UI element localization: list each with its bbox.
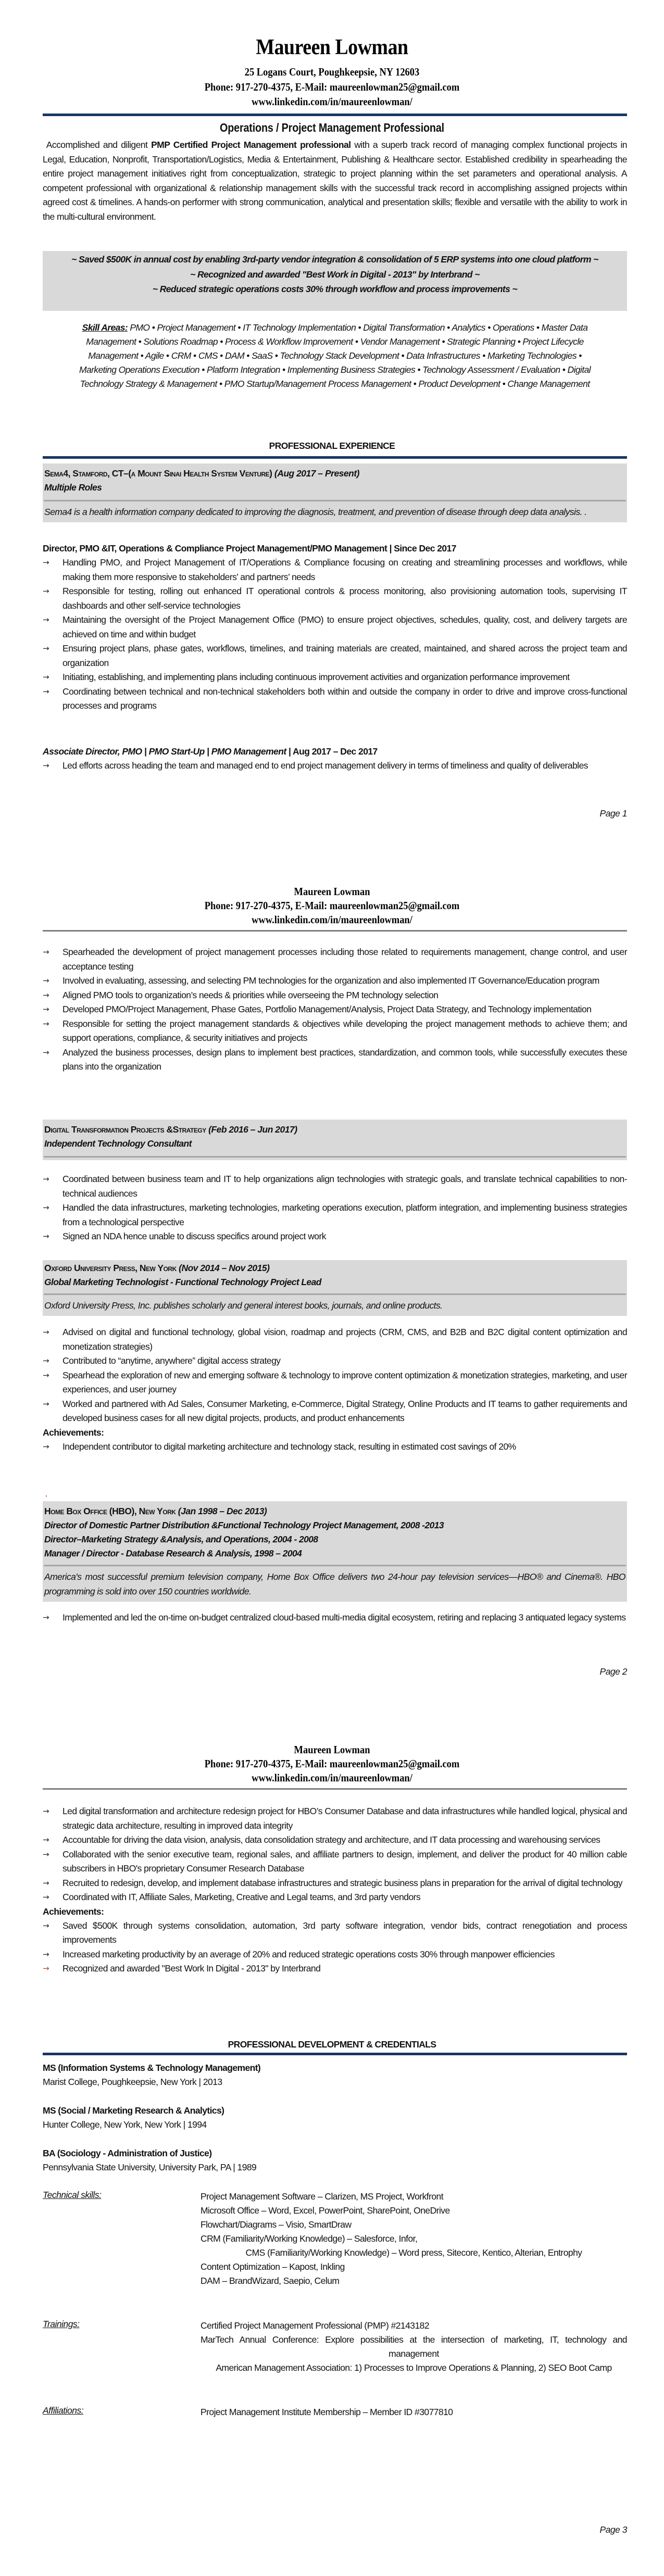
school: Marist College, Poughkeepsie, New York | 2013 [43, 2077, 222, 2087]
position-associate-director-cont [43, 945, 627, 1074]
value-line: CMS (Familiarity/Working Knowledge) – Word press, Sitecore, Kentico, Alterian, Entrophy [245, 2247, 582, 2258]
arrow-right-icon: → [43, 1356, 49, 1365]
hbo-bullets-cont [43, 1804, 627, 1976]
bullet-list [43, 1325, 627, 1426]
bullet-text: Collaborated with the senior executive team, regional sales, and affiliate partners to design, implement, and deliver the product for 40 million cable subscribers in HBO's proprietary Consumer Research Database [62, 1849, 627, 1874]
bullet-list [43, 1172, 627, 1244]
job-dates: | Aug 2017 – Dec 2017 [286, 746, 378, 757]
job-title [43, 745, 627, 759]
company-description: America's most successful premium television company, Home Box Office delivers two 24-hour pay television services—HBO® and Cinema®. HBO programming is sold into over 150 countries worldwide. [44, 1572, 625, 1597]
bullet-text: Coordinated with IT, Affiliate Sales, Marketing, Creative and Legal teams, and 3rd party vendors [62, 1892, 421, 1902]
bullet-text: Responsible for testing, rolling out enhanced IT operational controls & process monitoring, also provisioning automation tools, supervising IT dashboards and other self-service technologies [62, 586, 627, 611]
company-dates: (Feb 2016 – Jun 2017) [206, 1124, 297, 1135]
bullet-text: Recruited to redesign, develop, and implement database infrastructures and strategic business plans in preparation for the arrival of digital technology [62, 1877, 622, 1888]
arrow-right-icon: → [43, 1370, 49, 1380]
bullet-item [43, 556, 627, 584]
company-name [43, 1261, 627, 1275]
section-rule [43, 2053, 627, 2055]
arrow-right-icon: → [43, 1327, 49, 1337]
value-line: Project Management Software – Clarizen, MS Project, Workfront [201, 2191, 444, 2202]
bullet-item [43, 1397, 627, 1426]
bullet-text: Saved $500K through systems consolidation, automation, 3rd party software integration, vendor bids, contract renegotiation and process improvements [62, 1920, 627, 1945]
technical-skills-label: Technical skills: [43, 2190, 102, 2200]
arrow-right-icon: → [43, 644, 49, 653]
bullet-item [43, 642, 627, 670]
divider [44, 1565, 626, 1566]
bullet-text: Developed PMO/Project Management, Phase Gates, Portfolio Management/Analysis, Project Data Strategy, and Technology implementation [62, 1004, 592, 1014]
arrow-right-icon: → [43, 761, 49, 770]
bullet-item [43, 988, 627, 1003]
degree: MS (Information Systems & Technology Management) [43, 2063, 261, 2073]
position-director [43, 542, 627, 713]
bullet-text: Analyzed the business processes, design plans to implement best practices, standardization, and common tools, while successfully executes these plans into the organization [62, 1047, 627, 1072]
bullet-text: Accountable for driving the data vision, analysis, data consolidation strategy and architecture, and IT data processing and warehousing services [62, 1834, 600, 1845]
bullet-item [43, 1325, 627, 1354]
bullet-item [43, 759, 627, 773]
bullet-item [43, 1804, 627, 1833]
bullet-list [43, 556, 627, 713]
company-dates: (Nov 2014 – Nov 2015) [176, 1263, 270, 1273]
arrow-right-icon: → [43, 1806, 49, 1816]
bullet-item [43, 1876, 627, 1891]
value-line: American Management Association: 1) Processes to Improve Operations & Planning, 2) SEO Boot Camp [216, 2363, 612, 2373]
role-title: Independent Technology Consultant [44, 1138, 192, 1149]
achievements-list [43, 1919, 627, 1976]
section-title-experience: PROFESSIONAL EXPERIENCE [269, 441, 395, 451]
bullet-item [43, 1440, 627, 1454]
bullet-item [43, 584, 627, 613]
bullet-item [43, 1229, 627, 1244]
company-name-text: Home Box Office (HBO), New York [44, 1506, 176, 1516]
trainings-list [201, 2319, 627, 2375]
arrow-right-icon: → [43, 615, 49, 624]
bullet-item [43, 1368, 627, 1397]
bullet-text: Maintaining the oversight of the Project Management Office (PMO) to ensure project objectives, schedules, quality, cost, and delivery targets are achieved on time and within budget [62, 614, 627, 639]
affiliations-list [201, 2405, 627, 2419]
role-title: Global Marketing Technologist - Functional Technology Project Lead [44, 1277, 321, 1287]
bullet-list [43, 759, 627, 773]
running-header-rule [43, 1788, 627, 1790]
bullet-text: Ensuring project plans, phase gates, workflows, timelines, and training materials are created, maintained, and shared across the project team and organization [62, 643, 627, 668]
running-header-rule [43, 930, 627, 932]
address: 25 Logans Court, Poughkeepsie, NY 12603 [244, 66, 420, 78]
role-title: Manager / Director - Database Research & Analysis, 1998 – 2004 [44, 1548, 302, 1559]
bullet-text: Implemented and led the on-time on-budget centralized cloud-based multi-media digital ecosystem, retiring and replacing 3 antiquated legacy systems [62, 1612, 626, 1623]
section-rule [43, 456, 627, 459]
divider [44, 500, 626, 501]
bullet-text: Recognized and awarded "Best Work In Digital - 2013" by Interbrand [62, 1963, 321, 1974]
bullet-text: Contributed to “anytime, anywhere” digital access strategy [62, 1355, 281, 1366]
arrow-right-icon: → [43, 1849, 49, 1859]
arrow-right-icon: → [43, 586, 49, 596]
bullet-item [43, 1848, 627, 1876]
summary-rest: with a superb track record of managing complex functional projects in Legal, Education, Nonprofit, Transportation/Logistics, Media & Entertainment, Publishing & Healthcare sector. Established credibility in spearheading the entire project management initiatives right from conceptualization, strategic to project planning within the set parameters and operational analysis. A competent professional with organizational & relationship management skills with the successful track record in accomplishing assigned projects within agreed cost & timelines. A hands-on performer with strong communication, analytical and presentation skills; flexible and versatile with the ability to work in the multi-cultural environment. [43, 140, 627, 222]
bullet-item [43, 1947, 627, 1962]
resume-name: Maureen Lowman [256, 35, 408, 59]
bullet-text: Coordinating between technical and non-technical stakeholders both within and outside the company in order to drive and improve cross-functional processes and programs [62, 686, 627, 711]
arrow-right-icon: → [43, 1399, 49, 1409]
bullet-item [43, 670, 627, 685]
running-header-name: Maureen Lowman [294, 885, 370, 898]
arrow-right-icon: → [43, 558, 49, 567]
value-line: Microsoft Office – Word, Excel, PowerPoint, SharePoint, OneDrive [201, 2205, 450, 2216]
value-line: DAM – BrandWizard, Saepio, Celum [201, 2276, 340, 2286]
technical-skills-list [201, 2190, 627, 2288]
bullet-item [43, 1919, 627, 1947]
bullet-text: Responsible for setting the project management standards & objectives while developing the project management methods to achieve them; and support operations, compliance, & security initiatives and projects [62, 1018, 627, 1043]
company-header-digital [43, 1120, 627, 1160]
highlights-box [43, 251, 627, 311]
bullet-text: Coordinated between business team and IT to help organizations align technologies with strategic goals, and translate technical capabilities to non-technical audiences [62, 1174, 627, 1199]
digital-bullets [43, 1172, 627, 1244]
company-name [43, 467, 627, 481]
value-line: Project Management Institute Membership – Member ID #3077810 [201, 2407, 453, 2417]
linkedin-link[interactable]: www.linkedin.com/in/maureenlowman/ [252, 95, 412, 108]
company-dates: (Jan 1998 – Dec 2013) [176, 1506, 267, 1516]
bullet-item [43, 1002, 627, 1017]
value-line: Flowchart/Diagrams – Visio, SmartDraw [201, 2219, 352, 2230]
arrow-right-icon: → [43, 1232, 49, 1241]
arrow-right-icon: → [43, 686, 49, 696]
company-dates: (Aug 2017 – Present) [272, 468, 359, 479]
highlight: ~ Reduced strategic operations costs 30% through workflow and process improvements ~ [152, 284, 518, 294]
arrow-right-icon: → [43, 1019, 49, 1028]
arrow-right-icon: → [43, 1047, 49, 1057]
highlight: ~ Saved $500K in annual cost by enabling 3rd-party vendor integration & consolidation of 5 ERP systems into one cloud platform ~ [71, 254, 598, 265]
oxford-bullets [43, 1325, 627, 1454]
education-1 [43, 2061, 627, 2089]
job-title: Director, PMO &IT, Operations & Compliance Project Management/PMO Management | Since Dec 2017 [43, 543, 456, 554]
arrow-right-icon: → [43, 1949, 49, 1959]
bullet-text: Spearhead the exploration of new and emerging software & technology to improve content optimization & monetization strategies, marketing, and user experiences, and user journey [62, 1369, 627, 1394]
stray-mark [46, 1496, 47, 1497]
bullet-text: Independent contributor to digital marketing architecture and technology stack, resulting in estimated cost savings of 20% [62, 1441, 516, 1452]
highlight: ~ Recognized and awarded "Best Work in Digital - 2013" by Interbrand ~ [190, 269, 480, 280]
affiliations-label: Affiliations: [43, 2405, 84, 2416]
company-name-text: Oxford University Press, New York [44, 1263, 177, 1273]
company-description: Oxford University Press, Inc. publishes scholarly and general interest books, journals, and online products. [44, 1300, 443, 1311]
bullet-text: Advised on digital and functional technology, global vision, roadmap and projects (CRM, CMS, and B2B and B2C digital content optimization and monetization strategies) [62, 1327, 627, 1352]
running-header-name: Maureen Lowman [294, 1743, 370, 1756]
bullet-text: Spearheaded the development of project management processes including those related to requirements management, change control, and user acceptance testing [62, 947, 627, 972]
bullet-text: Involved in evaluating, assessing, and selecting PM technologies for the organization and also implemented IT Governance/Education program [62, 975, 599, 986]
section-title-credentials: PROFESSIONAL DEVELOPMENT & CREDENTIALS [228, 2039, 436, 2050]
summary-bold: PMP Certified Project Management professional [151, 140, 351, 150]
hbo-bullets [43, 1611, 627, 1625]
achievements-list [43, 1440, 627, 1454]
bullet-item [43, 1017, 627, 1046]
page-number: Page 1 [599, 808, 627, 819]
header-rule [43, 114, 627, 116]
company-name [43, 1504, 627, 1518]
arrow-right-icon: → [43, 1613, 49, 1622]
arrow-right-icon: → [43, 1174, 49, 1184]
running-header-linkedin[interactable]: www.linkedin.com/in/maureenlowman/ [252, 1771, 412, 1784]
bullet-item [43, 1201, 627, 1229]
company-description: Sema4 is a health information company dedicated to improving the diagnosis, treatment, and prevention of disease through deep data analysis. . [44, 507, 587, 517]
bullet-text: Initiating, establishing, and implementing plans including continuous improvement activities and organization performance improvement [62, 672, 570, 682]
bullet-item [43, 1833, 627, 1848]
arrow-right-icon: → [43, 947, 49, 957]
company-name-text: Digital Transformation Projects &Strategy [44, 1124, 206, 1135]
arrow-right-icon: → [43, 1892, 49, 1902]
arrow-right-icon: → [43, 1964, 49, 1973]
bullet-item [43, 1354, 627, 1368]
bullet-text: Led efforts across heading the team and managed end to end project management delivery in terms of timeliness and quality of deliverables [62, 760, 588, 771]
bullet-text: Handled the data infrastructures, marketing technologies, marketing operations execution, platform integration, and implementing business strategies from a technological perspective [62, 1202, 627, 1227]
skill-areas [43, 321, 627, 391]
bullet-text: Signed an NDA hence unable to discuss specifics around project work [62, 1231, 326, 1241]
bullet-item [43, 974, 627, 988]
value-line: MarTech Annual Conference: Explore possibilities at the intersection of marketing, IT, technology and management [201, 2334, 627, 2359]
skill-areas-list: PMO • Project Management • IT Technology Implementation • Digital Transformation • Analytics • Operations • Master Data Management • Solutions Roadmap • Process & Workflow Improvement • Vendor Management • Strategic Planning • Project Lifecycle Management • Agile • CRM • CMS • DAM • SaaS • Technology Stack Development • Data Infrastructures • Marketing Technologies • Marketing Operations Execution • Platform Integration • Implementing Business Strategies • Technology Assessment / Evaluation • Digital Technology Strategy & Management • PMO Startup/Management Process Management • Product Development • Change Management [79, 322, 591, 389]
bullet-list [43, 1804, 627, 1905]
arrow-right-icon: → [43, 976, 49, 985]
page-number: Page 2 [599, 1666, 627, 1677]
value-line: CRM (Familiarity/Working Knowledge) – Salesforce, Infor, [201, 2233, 418, 2244]
bullet-list [43, 945, 627, 1074]
company-name-text: Sema4, Stamford, CT–(a Mount Sinai Health System Venture) [44, 468, 272, 479]
achievements-label: Achievements: [43, 1906, 104, 1917]
skill-areas-label: Skill Areas: [82, 322, 128, 333]
bullet-item [43, 1172, 627, 1201]
bullet-text: Increased marketing productivity by an average of 20% and reduced strategic operations costs 30% through manpower efficiencies [62, 1949, 555, 1959]
bullet-text: Aligned PMO tools to organization’s needs & priorities while overseeing the PM technology selection [62, 989, 439, 1000]
education-2 [43, 2104, 627, 2132]
trainings-label: Trainings: [43, 2319, 80, 2329]
arrow-right-icon: → [43, 1004, 49, 1014]
summary [43, 138, 627, 224]
bullet-item [43, 613, 627, 642]
company-header-oxford [43, 1260, 627, 1316]
role-title: Multiple Roles [44, 482, 102, 493]
company-header-hbo [43, 1501, 627, 1602]
school: Pennsylvania State University, University Park, PA | 1989 [43, 2162, 257, 2172]
arrow-right-icon: → [43, 1441, 49, 1451]
arrow-right-icon: → [43, 1920, 49, 1930]
degree: MS (Social / Marketing Research & Analytics) [43, 2105, 224, 2116]
role-title: Director of Domestic Partner Distribution &Functional Technology Project Management, 2008 -2013 [44, 1520, 444, 1530]
job-title-italic: Associate Director, PMO | PMO Start-Up | PMO Management [43, 746, 286, 757]
bullet-item [43, 1962, 627, 1976]
running-header-contact: Phone: 917-270-4375, E-Mail: maureenlowman25@gmail.com [204, 1757, 460, 1770]
divider [44, 1293, 626, 1295]
role-title: Director–Marketing Strategy &Analysis, and Operations, 2004 - 2008 [44, 1534, 318, 1544]
degree: BA (Sociology - Administration of Justice) [43, 2148, 212, 2158]
divider [44, 1156, 626, 1158]
education-3 [43, 2146, 627, 2175]
running-header-linkedin[interactable]: www.linkedin.com/in/maureenlowman/ [252, 913, 412, 926]
bullet-item [43, 685, 627, 713]
bullet-list [43, 1611, 627, 1625]
value-line: Certified Project Management Professional (PMP) #2143182 [201, 2320, 430, 2331]
position-associate-director [43, 745, 627, 773]
school: Hunter College, New York, New York | 1994 [43, 2119, 207, 2130]
contact-line: Phone: 917-270-4375, E-Mail: maureenlowman25@gmail.com [204, 81, 460, 93]
headline: Operations / Project Management Professional [219, 121, 444, 134]
achievements-label: Achievements: [43, 1427, 104, 1438]
bullet-item [43, 1890, 627, 1905]
running-header-contact: Phone: 917-270-4375, E-Mail: maureenlowman25@gmail.com [204, 899, 460, 912]
bullet-text: Handling PMO, and Project Management of IT/Operations & Compliance focusing on creating and streamlining processes and workflows, while making them more responsive to stakeholders’ and partners’ needs [62, 557, 627, 582]
value-line: Content Optimization – Kapost, Inkling [201, 2261, 345, 2272]
arrow-right-icon: → [43, 1835, 49, 1844]
company-header-sema4 [43, 463, 627, 522]
bullet-item [43, 945, 627, 974]
page-number: Page 3 [599, 2524, 627, 2535]
bullet-item [43, 1046, 627, 1074]
arrow-right-icon: → [43, 1878, 49, 1888]
arrow-right-icon: → [43, 672, 49, 682]
summary-lead: Accomplished and diligent [46, 140, 152, 150]
arrow-right-icon: → [43, 1203, 49, 1212]
arrow-right-icon: → [43, 990, 49, 1000]
bullet-item [43, 1611, 627, 1625]
bullet-text: Worked and partnered with Ad Sales, Consumer Marketing, e-Commerce, Digital Strategy, Online Products and IT teams to gather requirements and developed business cases for all new digital projects, products, and product enhancements [62, 1398, 627, 1423]
company-name [43, 1123, 627, 1137]
bullet-text: Led digital transformation and architecture redesign project for HBO’s Consumer Database and data infrastructures while handled logical, physical and strategic data architecture, resulting in improved data integrity [62, 1806, 627, 1831]
